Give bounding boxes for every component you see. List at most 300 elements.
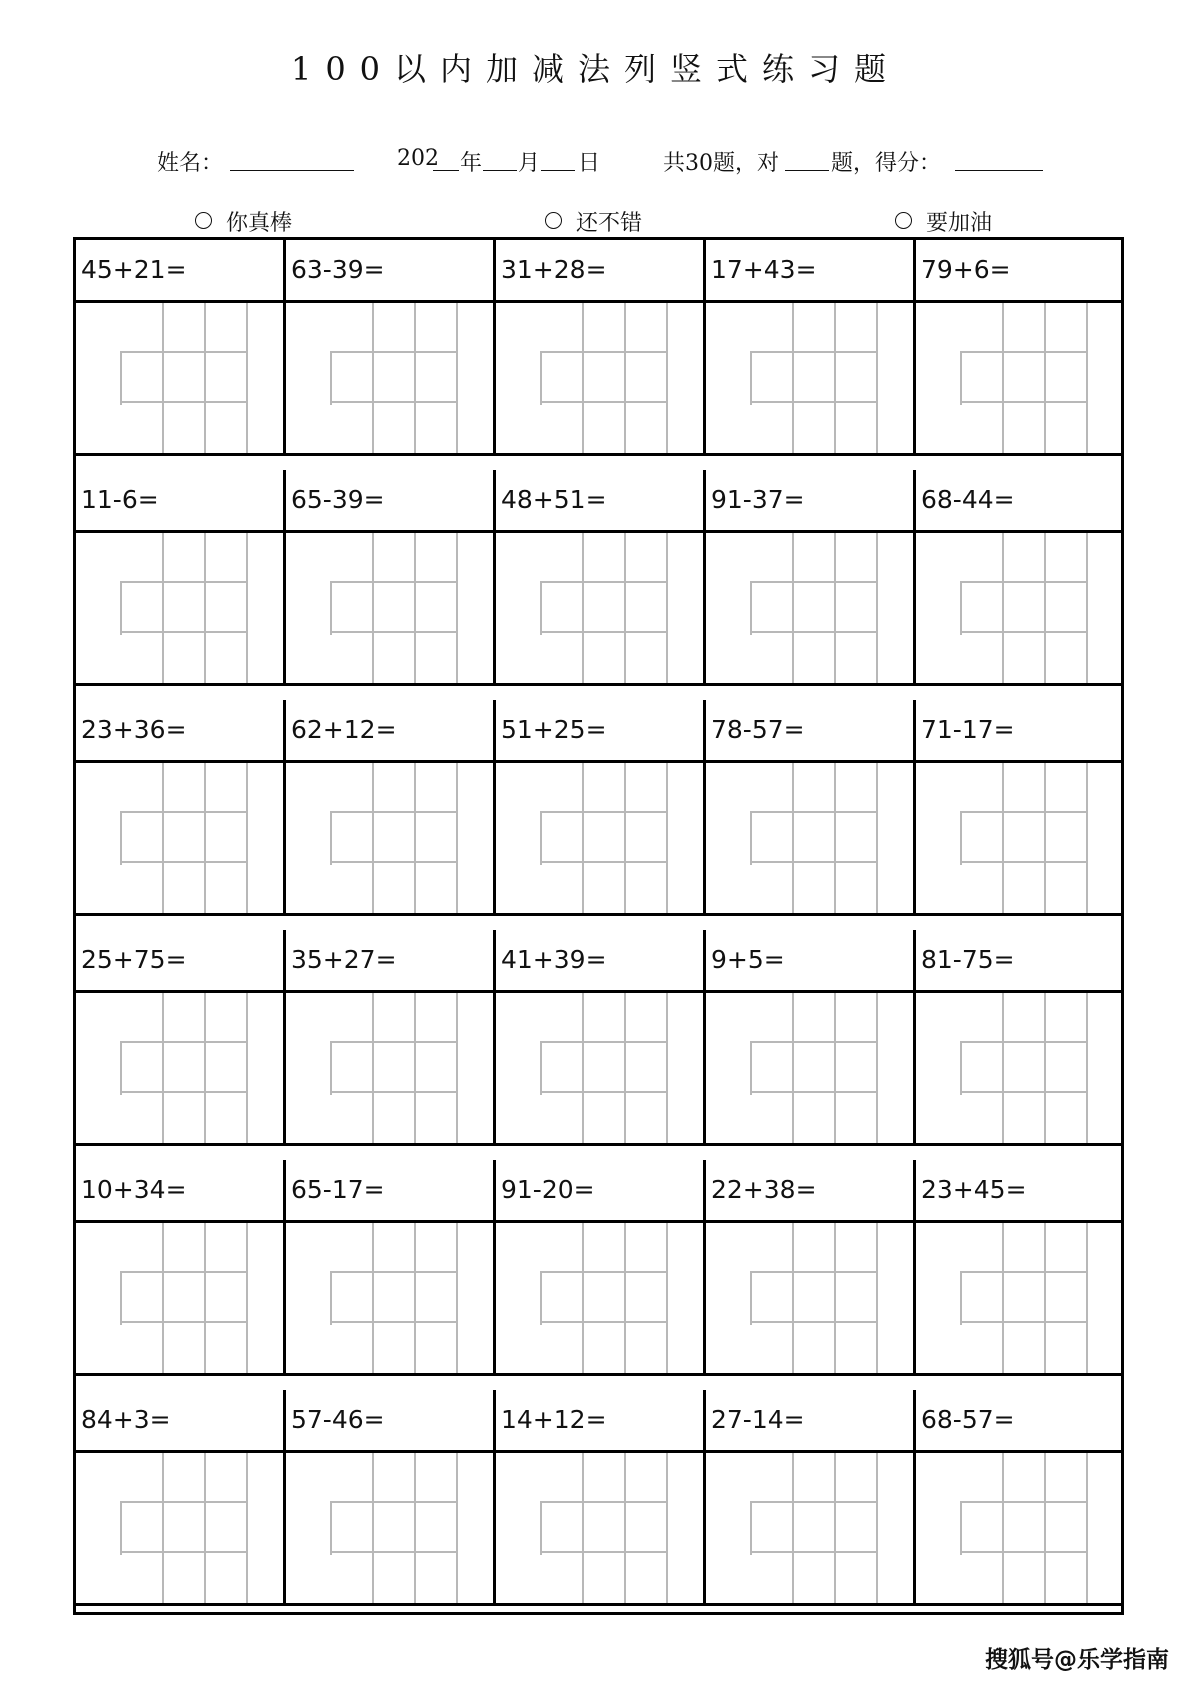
grid-line bbox=[330, 581, 332, 635]
grid-line bbox=[1086, 763, 1088, 913]
grid-line bbox=[162, 303, 164, 453]
rating-option[interactable] bbox=[545, 206, 642, 237]
grid-line bbox=[750, 1501, 878, 1503]
grid-line bbox=[1044, 993, 1046, 1143]
working-area[interactable] bbox=[76, 763, 283, 913]
grid-line bbox=[120, 811, 248, 813]
problem-text: 10+34= bbox=[76, 1160, 283, 1223]
problem-text: 71-17= bbox=[916, 700, 1121, 763]
grid-line bbox=[960, 351, 962, 405]
working-area[interactable] bbox=[496, 993, 703, 1143]
circle-icon bbox=[195, 212, 212, 229]
grid-line bbox=[414, 763, 416, 913]
grid-line bbox=[330, 1041, 332, 1095]
grid-line bbox=[330, 811, 332, 865]
grid-line bbox=[120, 581, 248, 583]
grid-line bbox=[960, 1091, 1088, 1093]
grid-line bbox=[624, 1223, 626, 1373]
grid-line bbox=[162, 1453, 164, 1603]
working-area[interactable] bbox=[706, 303, 913, 453]
problem-cell bbox=[286, 470, 496, 683]
grid-line bbox=[834, 303, 836, 453]
grid-line bbox=[414, 1453, 416, 1603]
grid-line bbox=[750, 581, 752, 635]
grid-line bbox=[750, 581, 878, 583]
working-area[interactable] bbox=[496, 763, 703, 913]
grid-line bbox=[246, 763, 248, 913]
problem-text: 14+12= bbox=[496, 1390, 703, 1453]
grid-line bbox=[582, 993, 584, 1143]
grid-line bbox=[120, 581, 122, 635]
grid-line bbox=[624, 303, 626, 453]
grid-line bbox=[960, 811, 1088, 813]
grid-line bbox=[540, 351, 542, 405]
day-field[interactable] bbox=[541, 150, 575, 171]
problem-cell bbox=[496, 470, 706, 683]
problem-row bbox=[76, 930, 1121, 1160]
working-area[interactable] bbox=[496, 533, 703, 683]
problem-cell bbox=[76, 1160, 286, 1373]
problem-cell bbox=[706, 930, 916, 1143]
grid-line bbox=[960, 1041, 962, 1095]
grid-line bbox=[750, 861, 878, 863]
grid-line bbox=[246, 1223, 248, 1373]
grid-line bbox=[540, 631, 668, 633]
grid-line bbox=[750, 351, 878, 353]
grid-line bbox=[330, 351, 332, 405]
grid-line bbox=[960, 1551, 1088, 1553]
grid-line bbox=[750, 351, 752, 405]
problem-text: 57-46= bbox=[286, 1390, 493, 1453]
row-divider bbox=[76, 1373, 1121, 1376]
working-area[interactable] bbox=[706, 763, 913, 913]
grid-line bbox=[330, 861, 458, 863]
problem-text: 23+36= bbox=[76, 700, 283, 763]
problem-cell bbox=[496, 700, 706, 913]
problem-text: 63-39= bbox=[286, 240, 493, 303]
year-prefix: 202 bbox=[397, 146, 439, 171]
working-area[interactable] bbox=[706, 1223, 913, 1373]
grid-line bbox=[960, 631, 1088, 633]
day-label: 日 bbox=[578, 151, 601, 176]
grid-line bbox=[330, 581, 458, 583]
problem-text: 41+39= bbox=[496, 930, 703, 993]
grid-line bbox=[540, 1271, 542, 1325]
grid-line bbox=[372, 763, 374, 913]
problem-text: 91-37= bbox=[706, 470, 913, 533]
grid-line bbox=[1086, 303, 1088, 453]
problem-cell bbox=[706, 470, 916, 683]
grid-line bbox=[666, 763, 668, 913]
year-field[interactable] bbox=[433, 150, 459, 171]
grid-line bbox=[750, 811, 878, 813]
grid-line bbox=[456, 533, 458, 683]
problem-text: 45+21= bbox=[76, 240, 283, 303]
grid-line bbox=[372, 533, 374, 683]
grid-line bbox=[204, 303, 206, 453]
year-label: 年 bbox=[460, 151, 483, 176]
name-field[interactable] bbox=[230, 150, 354, 171]
problem-text: 68-57= bbox=[916, 1390, 1121, 1453]
working-area[interactable] bbox=[496, 303, 703, 453]
grid-line bbox=[120, 1501, 122, 1555]
grid-line bbox=[1086, 1223, 1088, 1373]
grid-line bbox=[582, 533, 584, 683]
problem-text: 11-6= bbox=[76, 470, 283, 533]
problem-text: 51+25= bbox=[496, 700, 703, 763]
problem-cell bbox=[706, 1390, 916, 1603]
watermark: 搜狐号@乐学指南 bbox=[985, 1647, 1169, 1673]
grid-line bbox=[624, 1453, 626, 1603]
grid-line bbox=[750, 1041, 878, 1043]
grid-line bbox=[162, 763, 164, 913]
grid-line bbox=[540, 581, 542, 635]
grid-line bbox=[204, 993, 206, 1143]
problem-text: 78-57= bbox=[706, 700, 913, 763]
grid-line bbox=[120, 811, 122, 865]
problem-cell bbox=[496, 930, 706, 1143]
grid-line bbox=[1044, 1223, 1046, 1373]
grid-line bbox=[540, 811, 542, 865]
problem-row bbox=[76, 240, 1121, 470]
rating-label: 要加油 bbox=[926, 211, 993, 236]
problem-cell bbox=[916, 1160, 1121, 1373]
grid-line bbox=[876, 303, 878, 453]
row-divider bbox=[76, 1603, 1121, 1606]
grid-line bbox=[582, 1453, 584, 1603]
grid-line bbox=[834, 1453, 836, 1603]
working-area[interactable] bbox=[916, 303, 1121, 453]
grid-line bbox=[960, 581, 962, 635]
grid-line bbox=[330, 631, 458, 633]
problem-cell bbox=[76, 700, 286, 913]
circle-icon bbox=[895, 212, 912, 229]
grid-line bbox=[960, 1501, 962, 1555]
problem-text: 31+28= bbox=[496, 240, 703, 303]
grid-line bbox=[246, 993, 248, 1143]
grid-line bbox=[1086, 993, 1088, 1143]
grid-line bbox=[1002, 303, 1004, 453]
grid-line bbox=[750, 1271, 752, 1325]
working-area[interactable] bbox=[706, 993, 913, 1143]
grid-line bbox=[540, 1501, 542, 1555]
grid-line bbox=[120, 1271, 122, 1325]
problem-cell bbox=[76, 240, 286, 453]
grid-line bbox=[246, 533, 248, 683]
grid-line bbox=[624, 533, 626, 683]
grid-line bbox=[750, 811, 752, 865]
working-area[interactable] bbox=[496, 1453, 703, 1603]
grid-line bbox=[1002, 533, 1004, 683]
grid-line bbox=[540, 1041, 668, 1043]
working-area[interactable] bbox=[706, 1453, 913, 1603]
working-area[interactable] bbox=[916, 533, 1121, 683]
rating-label: 你真棒 bbox=[226, 211, 293, 236]
working-area[interactable] bbox=[76, 993, 283, 1143]
problem-text: 22+38= bbox=[706, 1160, 913, 1223]
grid-line bbox=[120, 351, 248, 353]
working-area[interactable] bbox=[916, 993, 1121, 1143]
problem-cell bbox=[286, 700, 496, 913]
grid-line bbox=[120, 1041, 122, 1095]
row-divider bbox=[76, 683, 1121, 686]
grid-line bbox=[120, 1551, 248, 1553]
problem-text: 35+27= bbox=[286, 930, 493, 993]
grid-line bbox=[456, 1453, 458, 1603]
grid-line bbox=[204, 763, 206, 913]
problem-cell bbox=[916, 930, 1121, 1143]
working-area[interactable] bbox=[286, 1223, 493, 1373]
grid-line bbox=[414, 993, 416, 1143]
working-area[interactable] bbox=[496, 1223, 703, 1373]
grid-line bbox=[372, 1453, 374, 1603]
problem-text: 65-17= bbox=[286, 1160, 493, 1223]
grid-line bbox=[540, 1321, 668, 1323]
grid-line bbox=[792, 993, 794, 1143]
grid-line bbox=[120, 1501, 248, 1503]
grid-line bbox=[204, 1223, 206, 1373]
working-area[interactable] bbox=[286, 533, 493, 683]
working-area[interactable] bbox=[76, 1453, 283, 1603]
grid-line bbox=[582, 763, 584, 913]
grid-line bbox=[414, 303, 416, 453]
grid-line bbox=[834, 763, 836, 913]
grid-line bbox=[540, 351, 668, 353]
row-divider bbox=[76, 1143, 1121, 1146]
grid-line bbox=[330, 811, 458, 813]
problem-text: 91-20= bbox=[496, 1160, 703, 1223]
grid-line bbox=[246, 1453, 248, 1603]
grid-line bbox=[1086, 1453, 1088, 1603]
grid-line bbox=[120, 1041, 248, 1043]
grid-line bbox=[414, 533, 416, 683]
grid-line bbox=[750, 401, 878, 403]
month-field[interactable] bbox=[483, 150, 517, 171]
problem-cell bbox=[916, 1390, 1121, 1603]
grid-line bbox=[876, 993, 878, 1143]
rating-option[interactable] bbox=[895, 206, 992, 237]
grid-line bbox=[456, 1223, 458, 1373]
problem-cell bbox=[286, 1390, 496, 1603]
working-area[interactable] bbox=[916, 1453, 1121, 1603]
grid-line bbox=[792, 1223, 794, 1373]
problem-cell bbox=[76, 1390, 286, 1603]
working-area[interactable] bbox=[76, 303, 283, 453]
working-area[interactable] bbox=[76, 1223, 283, 1373]
grid-line bbox=[162, 533, 164, 683]
problem-cell bbox=[496, 240, 706, 453]
grid-line bbox=[540, 1041, 542, 1095]
problem-cell bbox=[286, 240, 496, 453]
grid-line bbox=[162, 993, 164, 1143]
problem-text: 68-44= bbox=[916, 470, 1121, 533]
problem-row bbox=[76, 1160, 1121, 1390]
problem-cell bbox=[76, 930, 286, 1143]
grid-line bbox=[960, 811, 962, 865]
grid-line bbox=[750, 1321, 878, 1323]
grid-line bbox=[540, 1551, 668, 1553]
circle-icon bbox=[545, 212, 562, 229]
score-field[interactable] bbox=[955, 150, 1043, 171]
grid-line bbox=[330, 1091, 458, 1093]
grid-line bbox=[120, 1091, 248, 1093]
grid-line bbox=[1002, 763, 1004, 913]
problem-cell bbox=[706, 240, 916, 453]
grid-line bbox=[120, 351, 122, 405]
grid-line bbox=[960, 861, 1088, 863]
grid-line bbox=[120, 631, 248, 633]
grid-line bbox=[540, 401, 668, 403]
page-title: 100以内加减法列竖式练习题 bbox=[290, 50, 901, 88]
grid-line bbox=[666, 1453, 668, 1603]
problem-cell bbox=[916, 700, 1121, 913]
grid-line bbox=[666, 1223, 668, 1373]
working-area[interactable] bbox=[286, 993, 493, 1143]
problem-cell bbox=[76, 470, 286, 683]
score-label: 题，得分： bbox=[831, 151, 942, 176]
grid-line bbox=[834, 533, 836, 683]
grid-line bbox=[792, 763, 794, 913]
grid-line bbox=[330, 351, 458, 353]
rating-label: 还不错 bbox=[576, 211, 643, 236]
problem-text: 79+6= bbox=[916, 240, 1121, 303]
grid-line bbox=[330, 1271, 332, 1325]
grid-line bbox=[834, 1223, 836, 1373]
problem-text: 84+3= bbox=[76, 1390, 283, 1453]
grid-line bbox=[960, 1501, 1088, 1503]
grid-line bbox=[372, 993, 374, 1143]
grid-line bbox=[876, 1223, 878, 1373]
grid-line bbox=[960, 1271, 1088, 1273]
grid-line bbox=[204, 1453, 206, 1603]
grid-line bbox=[1044, 303, 1046, 453]
grid-line bbox=[456, 303, 458, 453]
grid-line bbox=[750, 1091, 878, 1093]
grid-line bbox=[540, 861, 668, 863]
problem-grid bbox=[73, 237, 1124, 1615]
problem-text: 81-75= bbox=[916, 930, 1121, 993]
grid-line bbox=[330, 1501, 332, 1555]
grid-line bbox=[582, 1223, 584, 1373]
problem-text: 65-39= bbox=[286, 470, 493, 533]
problem-row bbox=[76, 700, 1121, 930]
grid-line bbox=[582, 303, 584, 453]
grid-line bbox=[960, 401, 1088, 403]
problem-row bbox=[76, 1390, 1121, 1620]
grid-line bbox=[666, 993, 668, 1143]
name-label: 姓名： bbox=[157, 151, 224, 176]
month-label: 月 bbox=[518, 151, 541, 176]
grid-line bbox=[834, 993, 836, 1143]
problem-cell bbox=[706, 700, 916, 913]
grid-line bbox=[624, 993, 626, 1143]
grid-line bbox=[792, 533, 794, 683]
problem-cell bbox=[286, 1160, 496, 1373]
grid-line bbox=[1044, 1453, 1046, 1603]
working-area[interactable] bbox=[286, 1453, 493, 1603]
grid-line bbox=[666, 303, 668, 453]
correct-count-field[interactable] bbox=[785, 150, 829, 171]
grid-line bbox=[792, 303, 794, 453]
grid-line bbox=[876, 763, 878, 913]
problem-row bbox=[76, 470, 1121, 700]
grid-line bbox=[372, 1223, 374, 1373]
grid-line bbox=[414, 1223, 416, 1373]
grid-line bbox=[960, 581, 1088, 583]
grid-line bbox=[540, 1091, 668, 1093]
problem-text: 25+75= bbox=[76, 930, 283, 993]
grid-line bbox=[204, 533, 206, 683]
rating-option[interactable] bbox=[195, 206, 292, 237]
grid-line bbox=[624, 763, 626, 913]
grid-line bbox=[960, 1321, 1088, 1323]
grid-line bbox=[876, 1453, 878, 1603]
grid-line bbox=[1002, 1453, 1004, 1603]
grid-line bbox=[246, 303, 248, 453]
grid-line bbox=[750, 1501, 752, 1555]
grid-line bbox=[750, 1271, 878, 1273]
grid-line bbox=[960, 351, 1088, 353]
grid-line bbox=[330, 1321, 458, 1323]
grid-line bbox=[162, 1223, 164, 1373]
problem-cell bbox=[916, 240, 1121, 453]
problem-text: 27-14= bbox=[706, 1390, 913, 1453]
problem-cell bbox=[706, 1160, 916, 1373]
grid-line bbox=[330, 1501, 458, 1503]
working-area[interactable] bbox=[706, 533, 913, 683]
problem-text: 48+51= bbox=[496, 470, 703, 533]
grid-line bbox=[792, 1453, 794, 1603]
grid-line bbox=[1002, 1223, 1004, 1373]
grid-line bbox=[456, 763, 458, 913]
working-area[interactable] bbox=[916, 763, 1121, 913]
working-area[interactable] bbox=[76, 533, 283, 683]
total-label: 共30题，对 bbox=[663, 151, 779, 176]
grid-line bbox=[540, 581, 668, 583]
grid-line bbox=[666, 533, 668, 683]
grid-line bbox=[372, 303, 374, 453]
grid-line bbox=[1044, 763, 1046, 913]
working-area[interactable] bbox=[286, 303, 493, 453]
grid-line bbox=[330, 1041, 458, 1043]
grid-line bbox=[330, 1271, 458, 1273]
row-divider bbox=[76, 453, 1121, 456]
grid-line bbox=[456, 993, 458, 1143]
grid-line bbox=[1086, 533, 1088, 683]
problem-cell bbox=[496, 1160, 706, 1373]
problem-text: 17+43= bbox=[706, 240, 913, 303]
grid-line bbox=[750, 1041, 752, 1095]
grid-line bbox=[330, 401, 458, 403]
problem-cell bbox=[286, 930, 496, 1143]
problem-text: 9+5= bbox=[706, 930, 913, 993]
grid-line bbox=[960, 1271, 962, 1325]
grid-line bbox=[330, 1551, 458, 1553]
grid-line bbox=[750, 1551, 878, 1553]
grid-line bbox=[1002, 993, 1004, 1143]
grid-line bbox=[120, 1271, 248, 1273]
working-area[interactable] bbox=[916, 1223, 1121, 1373]
grid-line bbox=[120, 1321, 248, 1323]
problem-text: 62+12= bbox=[286, 700, 493, 763]
grid-line bbox=[960, 1041, 1088, 1043]
problem-text: 23+45= bbox=[916, 1160, 1121, 1223]
grid-line bbox=[120, 401, 248, 403]
grid-line bbox=[876, 533, 878, 683]
problem-cell bbox=[496, 1390, 706, 1603]
working-area[interactable] bbox=[286, 763, 493, 913]
grid-line bbox=[540, 1501, 668, 1503]
